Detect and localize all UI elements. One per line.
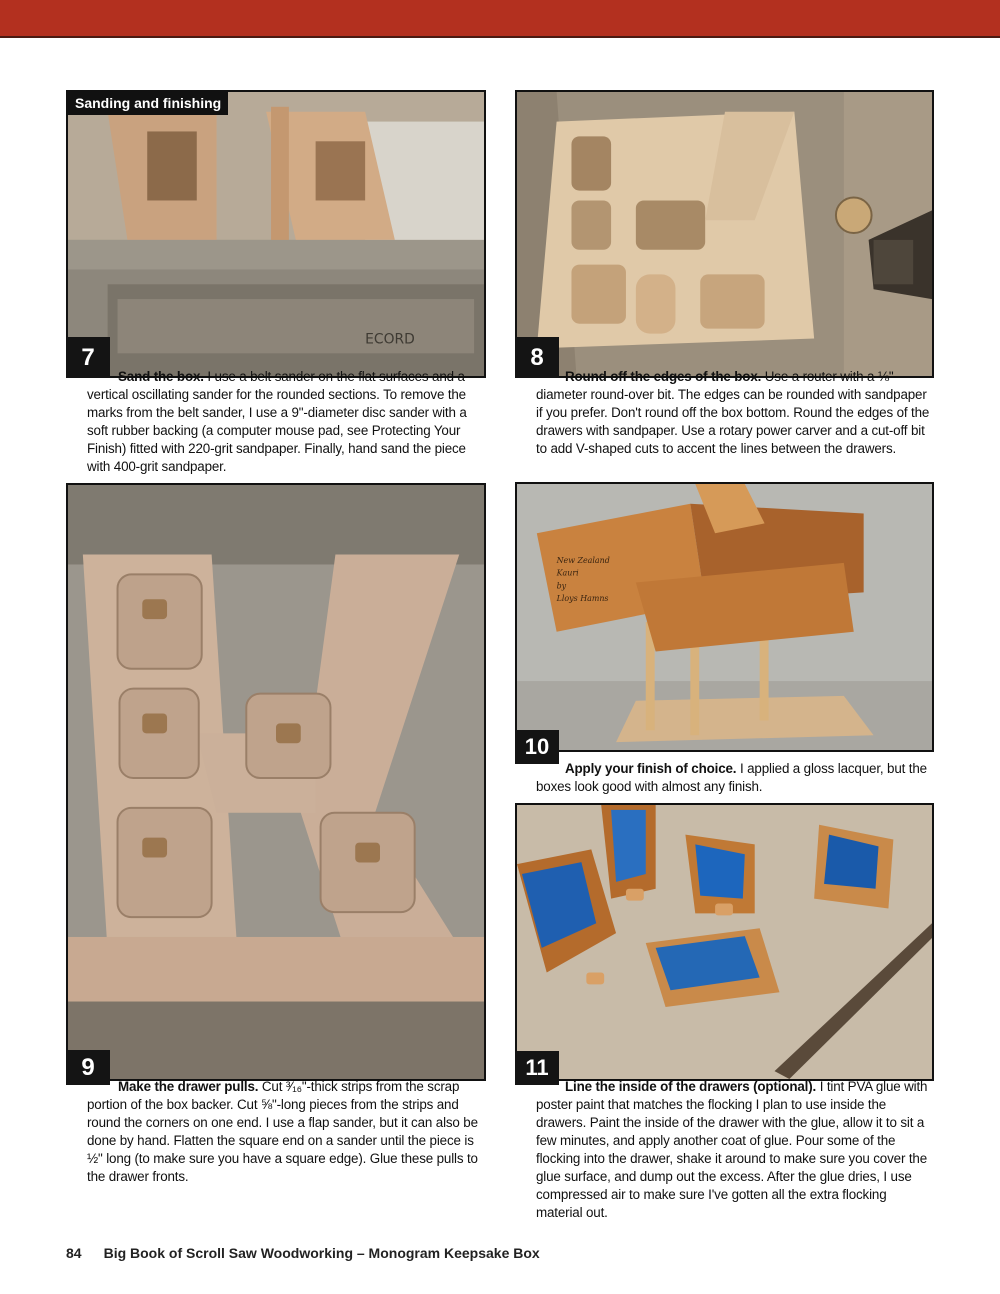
step-7-caption: [87, 368, 487, 476]
step-10-text: I applied a gloss lacquer, but the boxes look good with almost any finish.: [536, 761, 927, 794]
header-bar: [0, 0, 1000, 38]
page-footer: [66, 1245, 540, 1261]
step-9-caption: [87, 1078, 487, 1186]
step-9-text: Cut ³⁄₁₆"-thick strips from the scrap portion of the box backer. Cut ⅝"-long pieces from the strips and round the corners on one end. I use a flap sander, but it can also be done by hand. Flatten the square end on a sander until the piece is ½" long (to make sure you have a square edge). Glue these pulls to the drawer fronts.: [87, 1079, 478, 1184]
section-tag: Sanding and finishing: [68, 92, 228, 115]
step-8-title: Round off the edges of the box.: [565, 369, 762, 384]
flocked-drawers-photo: [517, 805, 932, 1079]
step-9-title: Make the drawer pulls.: [118, 1079, 259, 1094]
step-11-number: 11: [515, 1051, 559, 1085]
step-11-caption: [536, 1078, 934, 1222]
inscription-line-4: Lloys Hamns: [556, 594, 609, 604]
book-title: Big Book of Scroll Saw Woodworking – Monogram Keepsake Box: [103, 1245, 540, 1261]
finished-box-photo: [517, 484, 932, 750]
step-9-number: 9: [66, 1050, 110, 1085]
step-11-text: I tint PVA glue with poster paint that matches the flocking I plan to use inside the drawers. Paint the inside of the drawer with the glue, allow it to sit a few minutes, and apply another coat of glue. Pour some of the flocking into the drawer, shake it around to make sure you cover the glue surface, and dump out the excess. After the glue dries, I use compressed air to make sure I've gotten all the extra flocking material out.: [536, 1079, 928, 1220]
step-10-caption: [536, 760, 934, 796]
step-10-number: 10: [515, 730, 559, 764]
step-7-text: I use a belt sander on the flat surfaces and a vertical oscillating sander for the rounded sections. To remove the marks from the belt sander, I use a 9"-diameter disc sander with a soft rubber backing (a computer mouse pad, see Protecting Your Finish) fitted with 220-grit sandpaper. Finally, hand sand the piece with 400-grit sandpaper.: [87, 369, 467, 474]
inscription-line-2: Kauri: [556, 568, 579, 578]
photo-step-9: [66, 483, 486, 1081]
step-8-caption: [536, 368, 934, 458]
step-8-number: 8: [515, 337, 559, 378]
photo-step-11: [515, 803, 934, 1081]
sanding-photo: [68, 92, 484, 376]
router-photo: [517, 92, 932, 376]
step-7-number: 7: [66, 337, 110, 378]
step-8-text: Use a router with a ⅛"-diameter round-over bit. The edges can be rounded with sandpaper if you prefer. Don't round off the box bottom. Round the edges of the drawers with sandpaper. Use a rotary power carver and a cut-off bit to add V-shaped cuts to accent the lines between the drawers.: [536, 369, 930, 456]
photo-step-7: [66, 90, 486, 378]
inscription-line-3: by: [556, 581, 567, 591]
inscription-line-1: New Zealand: [556, 555, 610, 565]
drawer-pulls-photo: [68, 485, 484, 1079]
photo-step-8: [515, 90, 934, 378]
photo-step-10: [515, 482, 934, 752]
page-number: 84: [66, 1245, 82, 1261]
step-11-title: Line the inside of the drawers (optional).: [565, 1079, 817, 1094]
step-7-title: Sand the box.: [118, 369, 204, 384]
step-10-title: Apply your finish of choice.: [565, 761, 737, 776]
tool-label-text: ECORD: [365, 331, 415, 348]
